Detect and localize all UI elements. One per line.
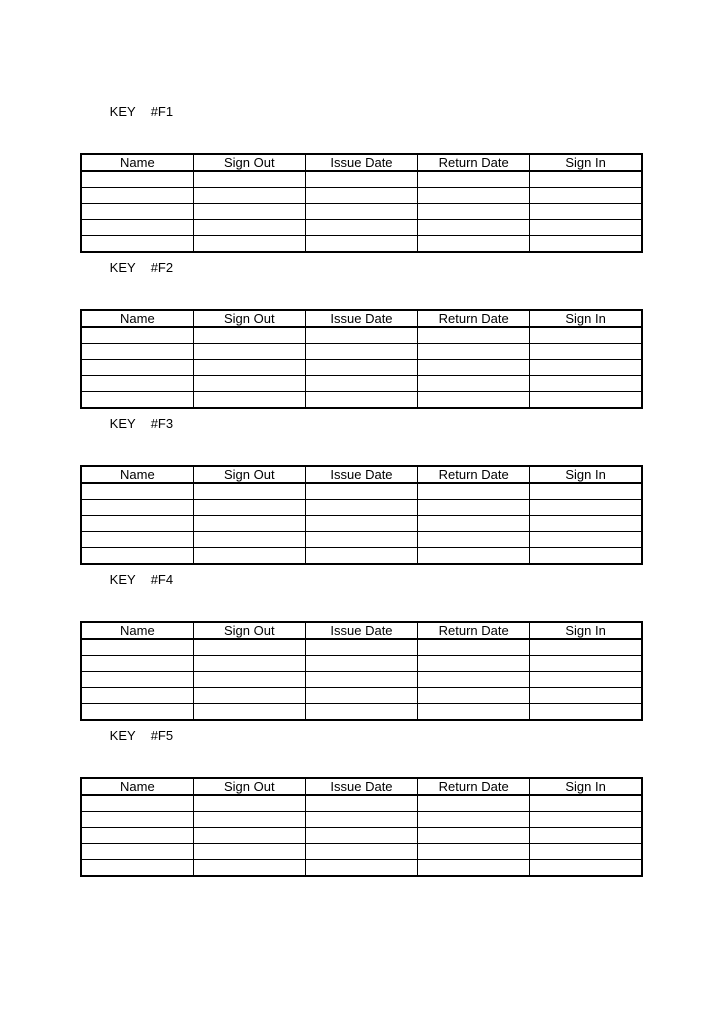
table-cell [418, 171, 530, 188]
column-header-sign-out: Sign Out [193, 310, 305, 327]
table-cell [305, 688, 417, 704]
table-cell [530, 483, 642, 500]
table-cell [81, 327, 193, 344]
table-row [81, 844, 642, 860]
table-cell [530, 360, 642, 376]
table-cell [193, 639, 305, 656]
table-row [81, 220, 642, 236]
table-cell [193, 532, 305, 548]
table-cell [418, 844, 530, 860]
key-section [80, 397, 643, 565]
table-body [81, 795, 642, 876]
table-cell [193, 500, 305, 516]
table-cell [418, 672, 530, 688]
table-cell [530, 844, 642, 860]
key-signout-table [80, 777, 643, 877]
table-cell [418, 828, 530, 844]
column-header-sign-out: Sign Out [193, 622, 305, 639]
table-cell [81, 204, 193, 220]
table-cell [81, 188, 193, 204]
key-label [88, 85, 643, 139]
key-section [80, 85, 643, 253]
table-cell [530, 376, 642, 392]
table-cell [305, 188, 417, 204]
table-cell [530, 639, 642, 656]
table-cell [305, 844, 417, 860]
table-cell [418, 500, 530, 516]
table-cell [81, 500, 193, 516]
table-body [81, 327, 642, 408]
column-header-return-date: Return Date [418, 466, 530, 483]
table-cell [530, 204, 642, 220]
table-cell [418, 204, 530, 220]
table-cell [530, 828, 642, 844]
table-cell [530, 688, 642, 704]
table-cell [305, 327, 417, 344]
table-cell [418, 795, 530, 812]
table-cell [418, 327, 530, 344]
table-cell [418, 220, 530, 236]
table-cell [305, 672, 417, 688]
column-header-name: Name [81, 778, 193, 795]
table-header-row [81, 622, 642, 639]
table-cell [530, 516, 642, 532]
table-cell [305, 860, 417, 877]
table-cell [305, 795, 417, 812]
table-row [81, 672, 642, 688]
table-cell [81, 828, 193, 844]
table-cell [305, 656, 417, 672]
table-cell [193, 844, 305, 860]
table-row [81, 327, 642, 344]
key-label-number: #F4 [150, 572, 174, 587]
table-row [81, 516, 642, 532]
table-cell [193, 171, 305, 188]
table-cell [530, 812, 642, 828]
table-cell [418, 376, 530, 392]
table-cell [305, 376, 417, 392]
table-row [81, 656, 642, 672]
table-cell [305, 344, 417, 360]
table-row [81, 360, 642, 376]
column-header-return-date: Return Date [418, 622, 530, 639]
table-cell [193, 812, 305, 828]
table-cell [418, 344, 530, 360]
table-cell [530, 220, 642, 236]
table-cell [305, 500, 417, 516]
table-row [81, 860, 642, 877]
key-signout-table [80, 621, 643, 721]
table-cell [193, 327, 305, 344]
table-body [81, 483, 642, 564]
key-section [80, 241, 643, 409]
table-body [81, 171, 642, 252]
key-label-prefix: KEY [109, 728, 136, 743]
column-header-return-date: Return Date [418, 154, 530, 171]
key-label-number: #F2 [150, 260, 174, 275]
table-row [81, 500, 642, 516]
table-row [81, 204, 642, 220]
column-header-name: Name [81, 154, 193, 171]
key-signout-table [80, 309, 643, 409]
key-label-number: #F1 [150, 104, 174, 119]
table-cell [193, 688, 305, 704]
key-label [88, 709, 643, 763]
key-signout-table [80, 153, 643, 253]
table-cell [530, 795, 642, 812]
table-cell [81, 376, 193, 392]
table-header-row [81, 310, 642, 327]
column-header-sign-out: Sign Out [193, 154, 305, 171]
column-header-issue-date: Issue Date [305, 622, 417, 639]
table-cell [305, 639, 417, 656]
table-cell [81, 639, 193, 656]
table-cell [193, 656, 305, 672]
table-row [81, 639, 642, 656]
table-cell [530, 656, 642, 672]
table-row [81, 795, 642, 812]
table-cell [305, 360, 417, 376]
table-cell [530, 532, 642, 548]
column-header-sign-in: Sign In [530, 466, 642, 483]
column-header-return-date: Return Date [418, 310, 530, 327]
column-header-sign-in: Sign In [530, 622, 642, 639]
column-header-name: Name [81, 622, 193, 639]
column-header-sign-in: Sign In [530, 778, 642, 795]
table-row [81, 532, 642, 548]
table-cell [418, 516, 530, 532]
column-header-sign-out: Sign Out [193, 778, 305, 795]
table-cell [418, 639, 530, 656]
table-cell [193, 795, 305, 812]
table-cell [81, 532, 193, 548]
key-label [88, 553, 643, 607]
table-cell [530, 327, 642, 344]
table-row [81, 376, 642, 392]
column-header-issue-date: Issue Date [305, 310, 417, 327]
column-header-sign-out: Sign Out [193, 466, 305, 483]
table-row [81, 688, 642, 704]
table-cell [193, 828, 305, 844]
table-body [81, 639, 642, 720]
table-cell [81, 672, 193, 688]
table-cell [305, 204, 417, 220]
table-cell [193, 204, 305, 220]
table-cell [81, 516, 193, 532]
table-cell [305, 532, 417, 548]
table-cell [418, 812, 530, 828]
table-cell [418, 483, 530, 500]
table-header-row [81, 154, 642, 171]
table-cell [81, 344, 193, 360]
table-cell [418, 532, 530, 548]
table-cell [193, 376, 305, 392]
table-row [81, 483, 642, 500]
table-cell [193, 672, 305, 688]
key-section [80, 553, 643, 721]
table-cell [530, 672, 642, 688]
table-header-row [81, 466, 642, 483]
table-cell [418, 188, 530, 204]
table-cell [530, 860, 642, 877]
column-header-issue-date: Issue Date [305, 154, 417, 171]
key-label [88, 241, 643, 295]
table-cell [418, 860, 530, 877]
key-label-prefix: KEY [109, 104, 136, 119]
table-cell [418, 688, 530, 704]
table-cell [193, 516, 305, 532]
table-cell [81, 844, 193, 860]
column-header-name: Name [81, 466, 193, 483]
key-section [80, 709, 643, 877]
table-row [81, 828, 642, 844]
table-cell [81, 220, 193, 236]
table-cell [193, 344, 305, 360]
table-cell [81, 171, 193, 188]
column-header-issue-date: Issue Date [305, 778, 417, 795]
key-label-prefix: KEY [109, 416, 136, 431]
key-label-prefix: KEY [109, 572, 136, 587]
table-cell [418, 360, 530, 376]
table-row [81, 171, 642, 188]
column-header-name: Name [81, 310, 193, 327]
table-cell [530, 344, 642, 360]
table-cell [81, 483, 193, 500]
table-cell [305, 220, 417, 236]
column-header-return-date: Return Date [418, 778, 530, 795]
table-cell [193, 220, 305, 236]
table-cell [81, 360, 193, 376]
table-cell [530, 171, 642, 188]
table-cell [305, 812, 417, 828]
table-cell [193, 360, 305, 376]
table-cell [81, 860, 193, 877]
table-cell [193, 483, 305, 500]
table-cell [305, 483, 417, 500]
key-label-number: #F3 [150, 416, 174, 431]
table-row [81, 812, 642, 828]
table-cell [81, 795, 193, 812]
table-cell [305, 828, 417, 844]
table-row [81, 344, 642, 360]
table-cell [81, 812, 193, 828]
key-label-number: #F5 [150, 728, 174, 743]
table-cell [305, 171, 417, 188]
table-cell [530, 500, 642, 516]
column-header-sign-in: Sign In [530, 154, 642, 171]
column-header-issue-date: Issue Date [305, 466, 417, 483]
table-cell [81, 688, 193, 704]
table-cell [530, 188, 642, 204]
table-cell [81, 656, 193, 672]
table-header-row [81, 778, 642, 795]
table-cell [193, 860, 305, 877]
table-row [81, 188, 642, 204]
table-cell [305, 516, 417, 532]
column-header-sign-in: Sign In [530, 310, 642, 327]
key-signout-table [80, 465, 643, 565]
key-label-prefix: KEY [109, 260, 136, 275]
table-cell [193, 188, 305, 204]
key-label [88, 397, 643, 451]
table-cell [418, 656, 530, 672]
